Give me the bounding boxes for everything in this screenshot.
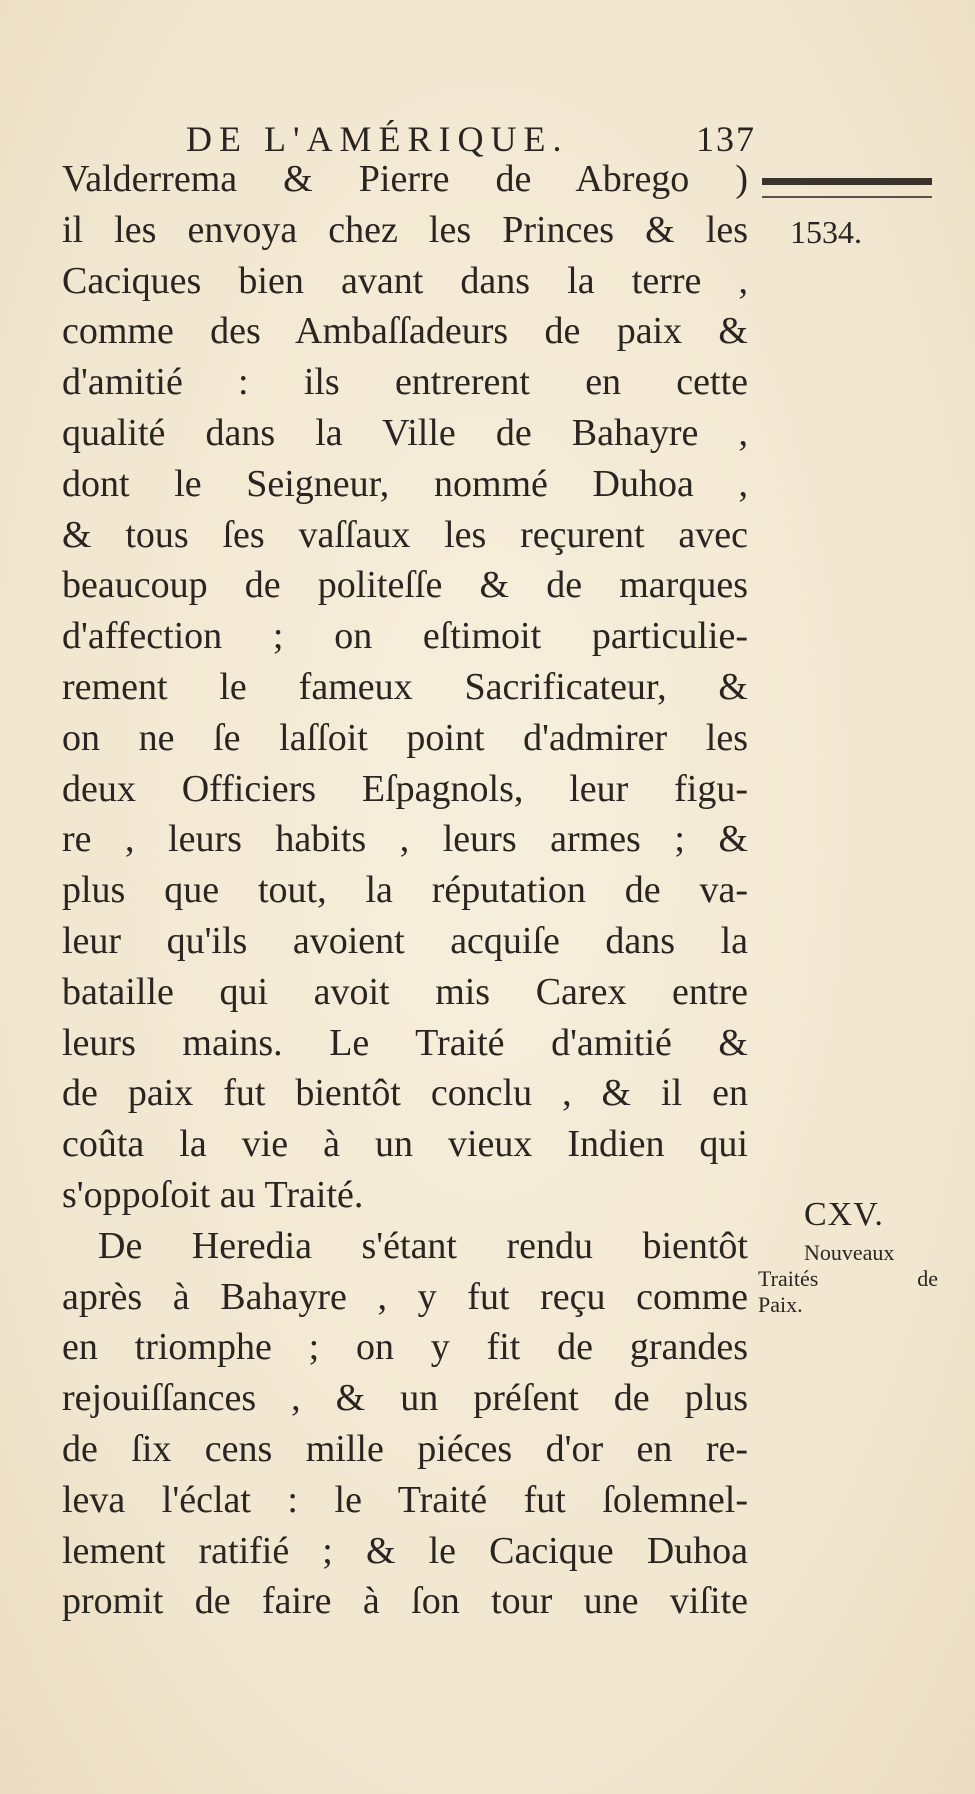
text-line: re , leurs habits , leurs armes ; & (62, 818, 748, 861)
text-line: de paix fut bientôt conclu , & il en (62, 1072, 748, 1115)
body-text (62, 154, 748, 1627)
margin-note-line: Paix. (758, 1292, 803, 1317)
margin-rule-thin (762, 196, 932, 198)
text-line: promit de faire à ſon tour une viſite (62, 1580, 748, 1623)
text-line: leurs mains. Le Traité d'amitié & (62, 1021, 748, 1064)
text-line: après à Bahayre , y fut reçu comme (62, 1275, 748, 1318)
running-head-title: DE L'AMÉRIQUE. (186, 119, 569, 159)
text-line: leva l'éclat : le Traité fut ſolemnel- (62, 1478, 748, 1521)
margin-note-word: de (917, 1266, 938, 1291)
text-line: qualité dans la Ville de Bahayre , (62, 411, 748, 454)
text-line: bataille qui avoit mis Carex entre (62, 970, 748, 1013)
text-line: De Heredia s'étant rendu bientôt (98, 1224, 748, 1267)
text-line: comme des Ambaſſadeurs de paix & (62, 310, 748, 353)
text-line: leur qu'ils avoient acquiſe dans la (62, 919, 748, 962)
text-line: deux Officiers Eſpagnols, leur figu- (62, 767, 748, 810)
margin-note-line: Nouveaux (804, 1240, 895, 1265)
margin-year: 1534. (790, 214, 862, 250)
text-line: rement le fameux Sacrificateur, & (62, 665, 748, 708)
text-line: Caciques bien avant dans la terre , (62, 259, 748, 302)
text-line: d'affection ; on eſtimoit particulie- (62, 615, 748, 658)
text-line: dont le Seigneur, nommé Duhoa , (62, 462, 748, 505)
text-line: beaucoup de politeſſe & de marques (62, 564, 748, 607)
text-line: il les envoya chez les Princes & les (62, 208, 748, 251)
page-number: 137 (696, 119, 756, 159)
text-line: Valderrema & Pierre de Abrego ) (62, 158, 748, 200)
text-line: & tous ſes vaſſaux les reçurent avec (62, 513, 748, 556)
text-line: en triomphe ; on y fit de grandes (62, 1326, 748, 1369)
margin-section-number: CXV. (804, 1196, 884, 1233)
text-line: lement ratifié ; & le Cacique Duhoa (62, 1529, 748, 1572)
margin-note-word: Traités (758, 1266, 819, 1291)
text-line: plus que tout, la réputation de va- (62, 869, 748, 912)
text-line: rejouiſſances , & un préſent de plus (62, 1377, 748, 1420)
text-line: s'oppoſoit au Traité. (62, 1173, 364, 1216)
text-line: de ſix cens mille piéces d'or en re- (62, 1427, 748, 1470)
text-line: d'amitié : ils entrerent en cette (62, 361, 748, 404)
margin-note (758, 1240, 938, 1318)
text-line: coûta la vie à un vieux Indien qui (62, 1123, 748, 1166)
text-line: on ne ſe laſſoit point d'admirer les (62, 716, 748, 759)
margin-rule (762, 178, 932, 185)
margin-note-line (758, 1266, 938, 1292)
